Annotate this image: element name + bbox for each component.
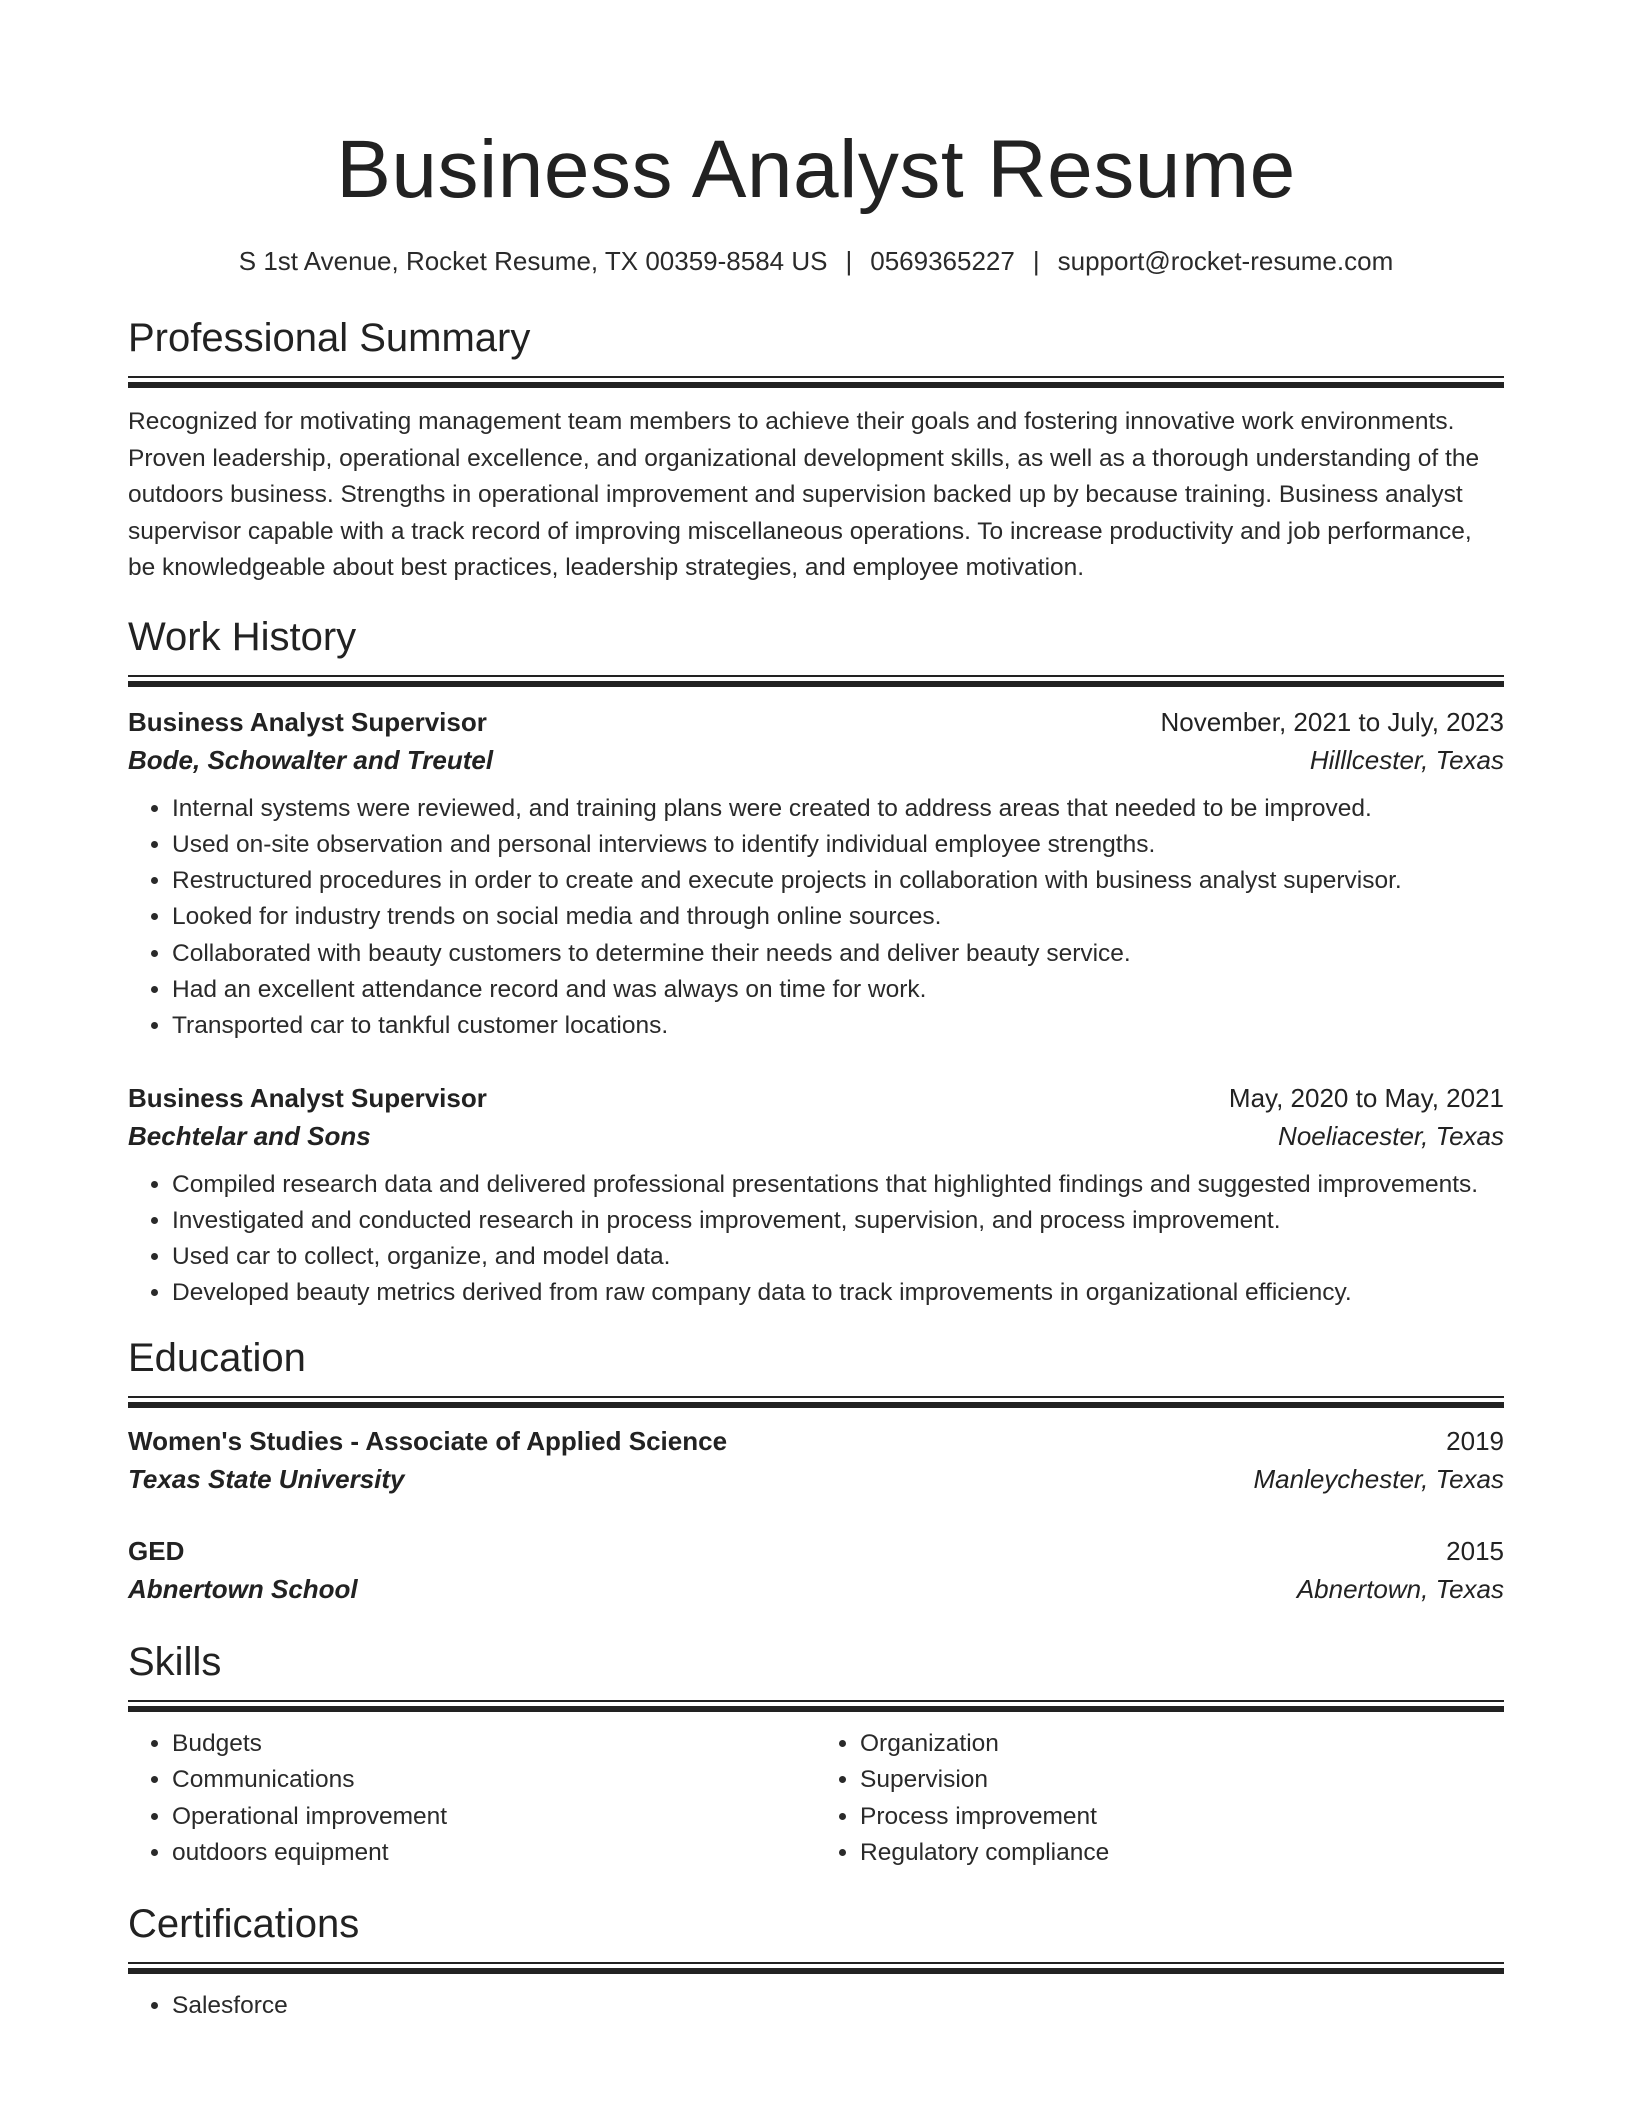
list-item: • Developed beauty metrics derived from raw company data to track improvements in organizational efficiency.: [172, 1275, 1504, 1311]
summary-text: Recognized for motivating management team members to achieve their goals and fostering innovative work environments. Proven leadership, operational excellence, and organizational development skills, as well as a thorough understanding of the outdoors business. Strengths in operational improvement and supervision backed up by because training. Business analyst supervisor capable with a track record of improving miscellaneous operations. To increase productivity and job performance, be knowledgeable about best practices, leadership strategies, and employee motivation.: [128, 408, 1480, 581]
graduation-year: 2019: [1446, 1425, 1504, 1456]
contact-separator: |: [1032, 246, 1040, 276]
school-location: Abnertown, Texas: [1296, 1573, 1504, 1604]
resume-title: Business Analyst Resume: [336, 124, 1296, 215]
skills-column-left: [128, 1726, 816, 1872]
education-entry: [128, 1532, 1504, 1608]
contact-email: support@rocket-resume.com: [1057, 246, 1394, 276]
section-heading: Certifications: [128, 1901, 360, 1946]
section-work-history: [128, 613, 1504, 1312]
job-location: Hilllcester, Texas: [1309, 744, 1504, 775]
job-title: Business Analyst Supervisor: [128, 706, 487, 737]
certification-list: [128, 1988, 1504, 2024]
list-item: • Transported car to tankful customer locations.: [172, 1008, 1504, 1044]
list-item: • Internal systems were reviewed, and training plans were created to address areas that needed to be improved.: [172, 791, 1504, 827]
degree-title: GED: [128, 1535, 185, 1566]
section-heading: Work History: [128, 614, 357, 659]
contact-address: S 1st Avenue, Rocket Resume, TX 00359-8584 US: [238, 246, 828, 276]
degree-title: Women's Studies - Associate of Applied Science: [128, 1425, 728, 1456]
skill-item: • Budgets: [172, 1726, 816, 1763]
job-title: Business Analyst Supervisor: [128, 1082, 487, 1113]
job-company: Bode, Schowalter and Treutel: [128, 744, 494, 775]
list-item: • Used car to collect, organize, and model data.: [172, 1239, 1504, 1275]
skill-item: • Regulatory compliance: [860, 1835, 1504, 1872]
job-company: Bechtelar and Sons: [128, 1120, 371, 1151]
section-divider: [128, 675, 1504, 687]
skill-item: • Communications: [172, 1762, 816, 1799]
list-item: • Collaborated with beauty customers to determine their needs and deliver beauty service.: [172, 936, 1504, 972]
education-entry: [128, 1422, 1504, 1498]
resume-page: [128, 0, 1504, 2024]
section-heading: Skills: [128, 1639, 222, 1684]
job-bullets: [128, 791, 1504, 1045]
list-item: • Restructured procedures in order to create and execute projects in collaboration with business analyst supervisor.: [172, 863, 1504, 899]
skills-grid: [128, 1726, 1504, 1872]
graduation-year: 2015: [1446, 1535, 1504, 1566]
job-dates: May, 2020 to May, 2021: [1228, 1082, 1504, 1113]
section-divider: [128, 1700, 1504, 1712]
job-bullets: [128, 1167, 1504, 1312]
section-divider: [128, 1396, 1504, 1408]
section-certifications: [128, 1900, 1504, 2024]
school-location: Manleychester, Texas: [1253, 1463, 1504, 1494]
skills-column-right: [816, 1726, 1504, 1872]
section-divider: [128, 1962, 1504, 1974]
list-item: • Looked for industry trends on social media and through online sources.: [172, 899, 1504, 935]
section-skills: [128, 1638, 1504, 1872]
job-dates: November, 2021 to July, 2023: [1160, 706, 1504, 737]
school-name: Texas State University: [128, 1463, 405, 1494]
skill-item: • outdoors equipment: [172, 1835, 816, 1872]
skill-item: • Supervision: [860, 1762, 1504, 1799]
job-entry: [128, 1079, 1504, 1312]
job-entry: [128, 703, 1504, 1045]
job-location: Noeliacester, Texas: [1278, 1120, 1504, 1151]
contact-line: [128, 244, 1504, 278]
section-summary: [128, 314, 1504, 587]
contact-phone: 0569365227: [870, 246, 1015, 276]
list-item: • Compiled research data and delivered professional presentations that highlighted findings and suggested improvements.: [172, 1167, 1504, 1203]
section-divider: [128, 376, 1504, 388]
school-name: Abnertown School: [128, 1573, 358, 1604]
section-heading: Professional Summary: [128, 316, 531, 360]
certification-item: • Salesforce: [172, 1988, 1504, 2024]
skill-item: • Organization: [860, 1726, 1504, 1763]
contact-separator: |: [845, 246, 853, 276]
section-heading: Education: [128, 1335, 306, 1380]
skill-item: • Process improvement: [860, 1799, 1504, 1836]
list-item: • Investigated and conducted research in process improvement, supervision, and process improvement.: [172, 1203, 1504, 1239]
section-education: [128, 1334, 1504, 1608]
skill-item: • Operational improvement: [172, 1799, 816, 1836]
list-item: • Used on-site observation and personal interviews to identify individual employee strengths.: [172, 827, 1504, 863]
list-item: • Had an excellent attendance record and was always on time for work.: [172, 972, 1504, 1008]
